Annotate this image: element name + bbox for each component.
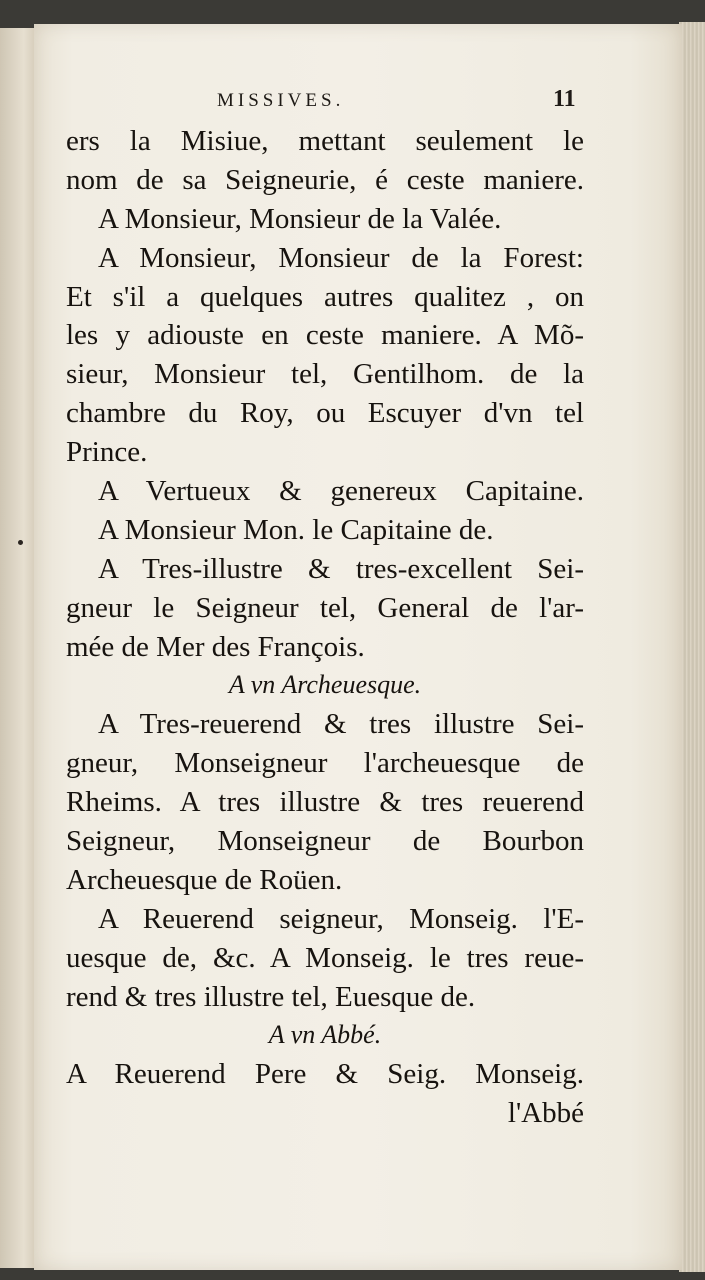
text-line: rend & tres illustre tel, Euesque de. bbox=[66, 980, 476, 1013]
text-line: Et s'il a quelques autres qualitez , on bbox=[66, 280, 584, 313]
text-line: A Tres-illustre & tres-excellent Sei- bbox=[98, 552, 584, 585]
text-line: Rheims. A tres illustre & tres reuerend bbox=[66, 786, 584, 819]
page-header bbox=[34, 80, 682, 120]
page-block-edges bbox=[679, 22, 705, 1272]
text-line: mée de Mer des François. bbox=[66, 630, 365, 663]
section-heading: A vn Abbé. bbox=[268, 1020, 382, 1050]
text-line: gneur le Seigneur tel, General de l'ar- bbox=[66, 591, 584, 624]
body-text bbox=[66, 122, 584, 1133]
text-line: nom de sa Seigneurie, é ceste maniere. bbox=[66, 163, 584, 196]
text-line: A Monsieur Mon. le Capitaine de. bbox=[98, 513, 494, 546]
facing-page-edge bbox=[0, 28, 35, 1268]
text-line: A Vertueux & genereux Capitaine. bbox=[98, 475, 584, 508]
text-line: Archeuesque de Roüen. bbox=[66, 863, 343, 896]
text-line: les y adiouste en ceste maniere. A Mõ- bbox=[66, 319, 584, 352]
page-number: 11 bbox=[553, 86, 576, 112]
margin-ink-dot bbox=[18, 540, 23, 545]
text-line: Seigneur, Monseigneur de Bourbon bbox=[66, 825, 584, 858]
text-line: ers la Misiue, mettant seulement le bbox=[66, 125, 584, 157]
text-line: A Monsieur, Monsieur de la Valée. bbox=[98, 202, 502, 235]
text-line: A Tres-reuerend & tres illustre Sei- bbox=[98, 708, 584, 741]
text-line: Prince. bbox=[66, 436, 148, 469]
running-head: MISSIVES. bbox=[217, 90, 345, 111]
section-heading: A vn Archeuesque. bbox=[228, 670, 422, 700]
text-line: sieur, Monsieur tel, Gentilhom. de la bbox=[66, 358, 584, 391]
catchword: l'Abbé bbox=[507, 1097, 584, 1130]
text-line: A Monsieur, Monsieur de la Forest: bbox=[98, 241, 584, 274]
text-line: uesque de, &c. A Monseig. le tres reue- bbox=[66, 941, 584, 974]
text-line: gneur, Monseigneur l'archeuesque de bbox=[66, 747, 584, 780]
text-line: chambre du Roy, ou Escuyer d'vn tel bbox=[66, 397, 584, 430]
text-line: A Reuerend seigneur, Monseig. l'E- bbox=[98, 902, 584, 935]
text-line: A Reuerend Pere & Seig. Monseig. bbox=[66, 1058, 584, 1091]
